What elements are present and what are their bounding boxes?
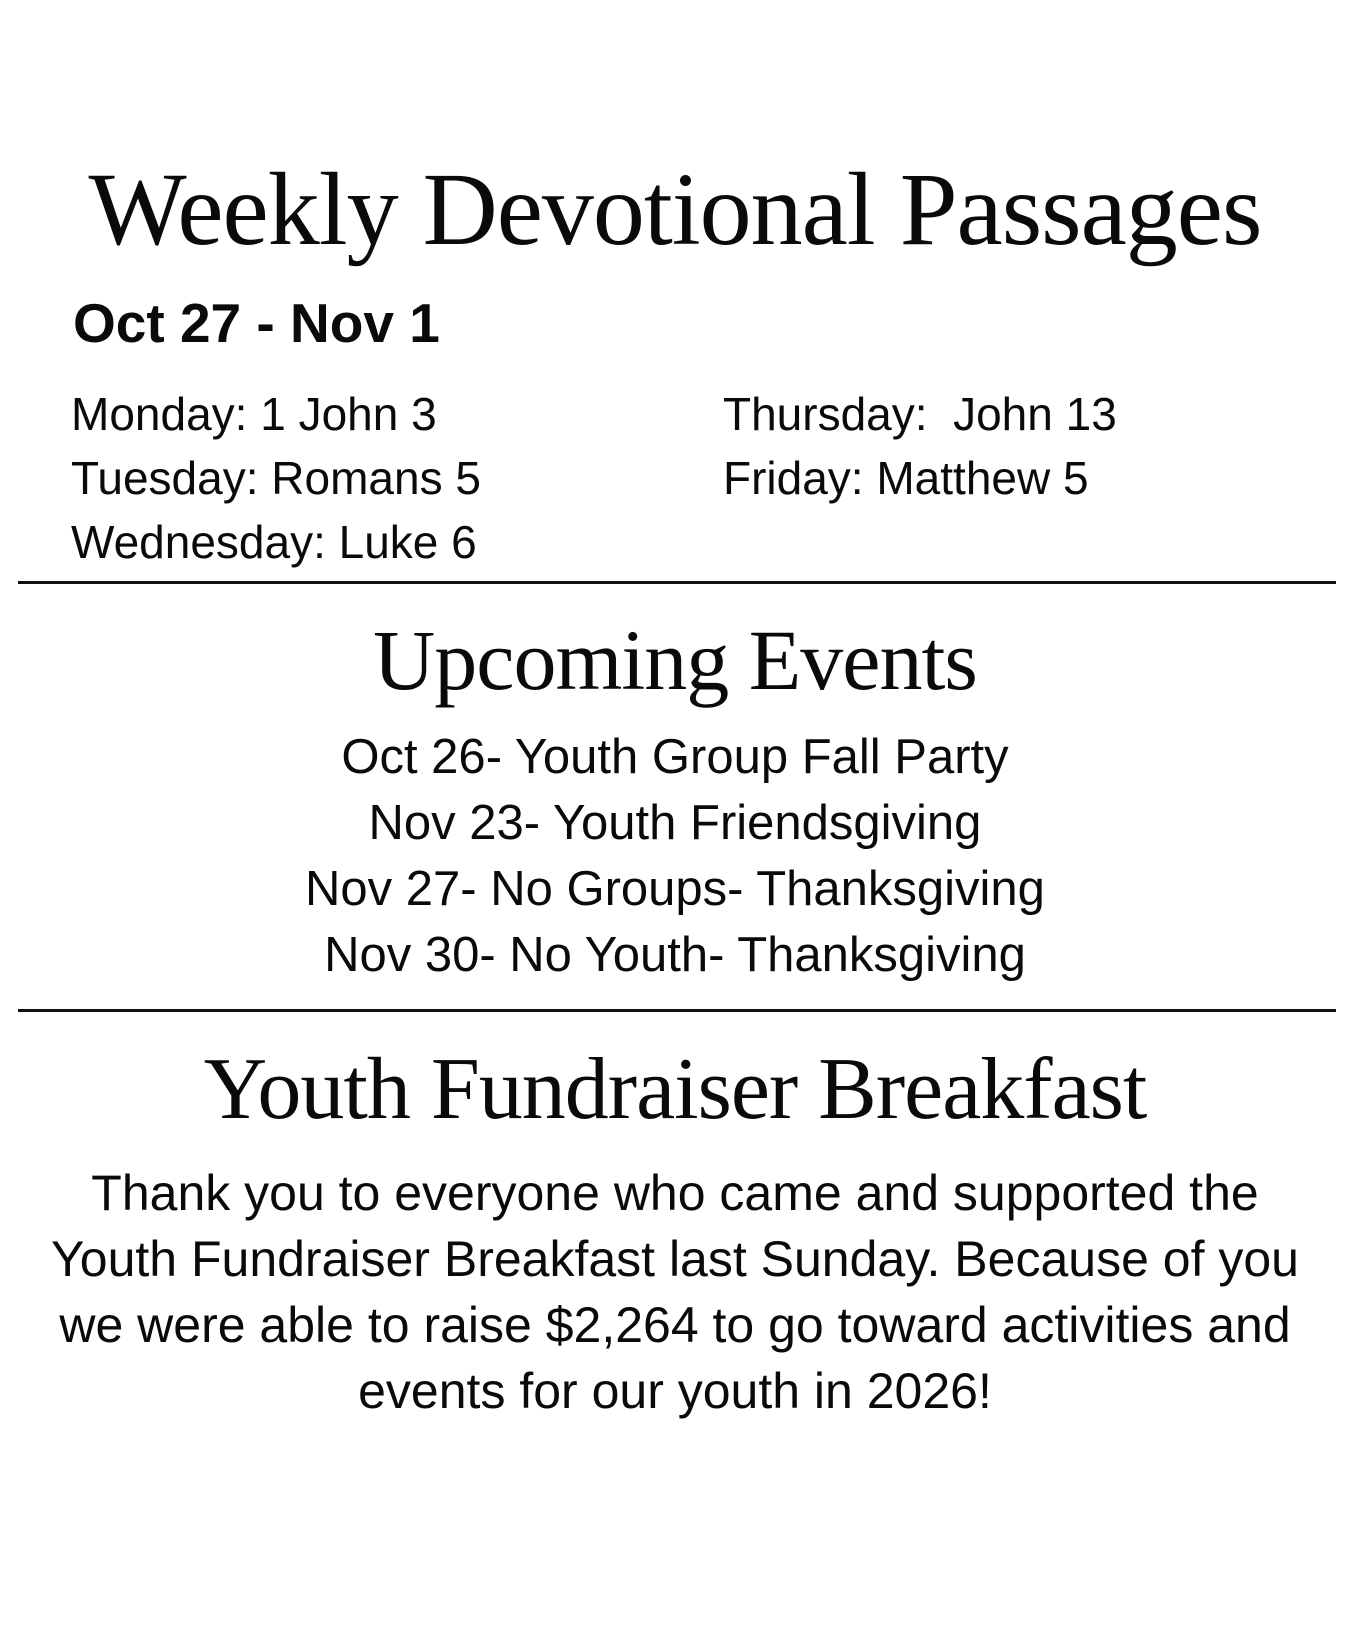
passages-left-column (71, 382, 481, 574)
event-item: Nov 27- No Groups- Thanksgiving (305, 862, 1045, 916)
event-item: Nov 30- No Youth- Thanksgiving (324, 928, 1026, 982)
passage-tuesday: Tuesday: Romans 5 (71, 452, 481, 504)
devotional-title: Weekly Devotional Passages (88, 152, 1262, 267)
passage-wednesday: Wednesday: Luke 6 (71, 516, 477, 568)
fundraiser-title: Youth Fundraiser Breakfast (203, 1041, 1147, 1138)
section-divider (18, 581, 1336, 584)
event-item: Nov 23- Youth Friendsgiving (368, 796, 982, 850)
passage-friday: Friday: Matthew 5 (723, 452, 1089, 504)
events-list (0, 724, 1350, 988)
passage-thursday: Thursday: John 13 (723, 388, 1117, 440)
week-range: Oct 27 - Nov 1 (73, 292, 440, 354)
passage-monday: Monday: 1 John 3 (71, 388, 437, 440)
events-title: Upcoming Events (373, 612, 977, 708)
event-item: Oct 26- Youth Group Fall Party (341, 730, 1009, 784)
fundraiser-message: Thank you to everyone who came and supported the Youth Fundraiser Breakfast last Sunday. Because of you we were able to raise $2,264 to go toward activities and events for our youth in 2026! (51, 1165, 1299, 1419)
section-divider (18, 1009, 1336, 1012)
passages-right-column (723, 382, 1117, 510)
